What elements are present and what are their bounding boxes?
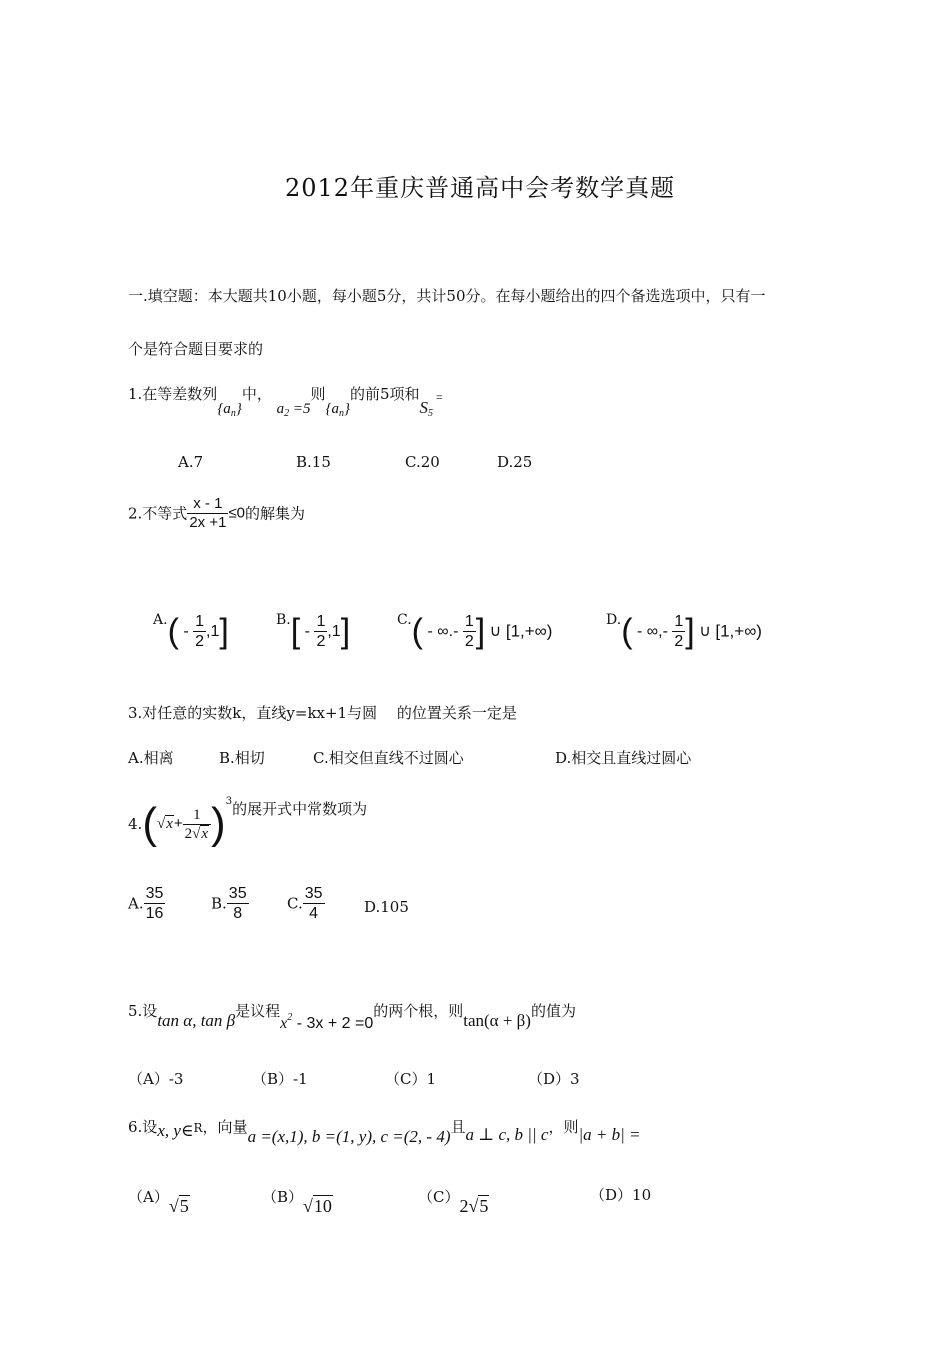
- q4-option-b-num: 35: [228, 885, 247, 902]
- q5-roots: tan α, tan β: [157, 1011, 236, 1030]
- q6-option-c-value: 2√5: [459, 1196, 489, 1216]
- q2-option-a-frac: [193, 612, 206, 651]
- q4-option-b-den: 8: [227, 903, 249, 923]
- q6-option-a-value: √5: [168, 1196, 189, 1216]
- question-2: [128, 495, 305, 532]
- q4-option-c: [287, 884, 325, 923]
- q5-option-c: （C）1: [385, 1070, 437, 1088]
- q2-option-a-close: ]: [219, 612, 229, 651]
- q1-seq-sub: n: [230, 408, 236, 419]
- q5-suffix: 的值为: [530, 1002, 576, 1020]
- q5-prefix: 5.设: [128, 1002, 158, 1020]
- section-instructions-line2: 个是符合题目要求的: [128, 340, 264, 358]
- q2-option-a-minus: -: [183, 623, 189, 641]
- q4-option-b-label: B.: [211, 894, 227, 913]
- q2-option-a-open: (: [167, 612, 179, 651]
- q2-fraction: [187, 495, 228, 532]
- q5-eq-exp: 2: [287, 1012, 293, 1023]
- q6-target: |a + b| =: [578, 1125, 641, 1144]
- q4-option-c-frac: [303, 884, 325, 923]
- q5-mid2: 的两个根，则: [373, 1002, 464, 1020]
- q1-a2-val: =5: [289, 401, 311, 417]
- q2-option-b-close: ]: [340, 612, 351, 651]
- q1-mid2: 则: [310, 385, 326, 403]
- q2-option-c-union: ∪: [489, 623, 502, 641]
- q4-option-a-num: 35: [145, 885, 164, 902]
- q2-option-d-frac-den: 2: [674, 633, 684, 651]
- q1-a2-sub: 2: [284, 408, 290, 419]
- q1-mid3: 的前5项和: [350, 385, 420, 403]
- q4-frac-den-two: 2: [184, 825, 193, 842]
- q2-option-d-frac-num: 1: [674, 613, 684, 630]
- q6-mid2: 且: [450, 1118, 466, 1136]
- q2-option-d: [606, 612, 762, 651]
- q4-frac-den-x: x: [201, 825, 209, 842]
- q6-option-d: （D）10: [590, 1186, 652, 1204]
- q4-fraction: [183, 806, 211, 843]
- q2-option-b-open: [: [290, 612, 301, 651]
- q1-s5-s: S: [419, 398, 429, 417]
- q6-option-b-label: （B）: [262, 1188, 304, 1206]
- q2-relation: ≤0: [228, 504, 246, 522]
- q6-option-c-radicand: 5: [479, 1196, 489, 1216]
- q1-prefix: 1.在等差数列: [128, 385, 218, 403]
- q4-option-a-frac: [144, 884, 166, 923]
- q6-option-b-value: √10: [303, 1196, 332, 1216]
- q5-eq-x: x: [280, 1015, 288, 1032]
- q2-option-d-inf: - ∞,-: [636, 623, 668, 641]
- q2-option-b-frac: [314, 612, 327, 651]
- q1-a2: [277, 401, 311, 417]
- section-instructions-line1: 一.填空题：本大题共10小题，每小题5分，共计50分。在每小题给出的四个备选选项中，只有一: [128, 287, 766, 305]
- q1-seq2-sub: n: [339, 408, 344, 419]
- q2-option-c-inf: - ∞.-: [427, 623, 459, 641]
- q2-option-b-frac-den: 2: [316, 633, 326, 651]
- q2-option-a-comma: ,1: [206, 623, 220, 641]
- q4-option-a-den: 16: [145, 905, 164, 923]
- q2-option-b: [276, 612, 350, 651]
- q2-denominator: 2x +1: [189, 514, 227, 531]
- q4-frac-num: 1: [193, 806, 201, 823]
- q6-condition: a ⊥ c, b || c: [465, 1125, 549, 1144]
- q4-close-paren: ): [211, 799, 226, 848]
- question-1: [128, 384, 443, 419]
- q6-option-a: [128, 1186, 190, 1216]
- q2-option-c-label: C.: [397, 612, 412, 628]
- q6-option-b: [262, 1186, 333, 1216]
- q6-prefix: 6.设: [128, 1118, 158, 1136]
- q1-s5-eq: =: [433, 390, 443, 404]
- q6-option-b-radicand: 10: [313, 1196, 332, 1216]
- q5-option-b: （B）-1: [252, 1070, 308, 1088]
- q1-mid1: 中，: [241, 385, 272, 403]
- q4-exponent: 3: [225, 796, 233, 807]
- q1-option-c: C.20: [405, 453, 440, 471]
- q2-option-d-close: ]: [685, 612, 695, 651]
- q2-numerator: x - 1: [193, 495, 223, 512]
- q5-mid1: 是议程: [235, 1002, 281, 1020]
- q4-option-c-num: 35: [304, 885, 323, 902]
- q3-option-b: B.相切: [219, 749, 265, 767]
- q4-frac-den: 2√x: [183, 824, 211, 843]
- q1-option-b: B.15: [296, 453, 331, 471]
- q2-option-d-open: (: [621, 612, 633, 651]
- q2-option-a-frac-num: 1: [195, 613, 205, 630]
- question-5: [128, 1000, 576, 1032]
- q3-option-d: D.相交且直线过圆心: [555, 749, 692, 767]
- q5-target: tan(α + β): [463, 1011, 531, 1030]
- q4-option-c-den: 4: [303, 903, 325, 923]
- page-title: 2012年重庆普通高中会考数学真题: [285, 174, 676, 202]
- q1-s5: [420, 398, 434, 417]
- q1-seq-close: }: [235, 401, 242, 417]
- q3-option-a: A.相离: [128, 749, 174, 767]
- q3-option-c: C.相交但直线不过圆心: [313, 749, 464, 767]
- q2-option-c-close: ]: [475, 612, 486, 651]
- q6-option-a-label: （A）: [128, 1188, 169, 1206]
- q4-option-c-label: C.: [287, 894, 303, 913]
- q2-suffix: 的解集为: [245, 504, 306, 523]
- q2-option-a-label: A.: [153, 612, 168, 628]
- q4-plus: +: [173, 815, 183, 832]
- q1-seq2-close: }: [344, 401, 350, 417]
- q5-eq-rest: - 3x + 2 =0: [292, 1015, 374, 1032]
- q6-option-c: [418, 1186, 489, 1216]
- q1-option-a: A.7: [178, 453, 204, 471]
- q6-mid3: ，则: [548, 1118, 579, 1136]
- q5-option-a: （A）-3: [128, 1070, 184, 1088]
- q2-option-c-open: (: [411, 612, 423, 651]
- q4-prefix: 4.: [128, 815, 143, 833]
- q4-option-a-label: A.: [128, 894, 144, 913]
- q6-option-c-coef: 2: [459, 1196, 469, 1216]
- q6-real-set: R: [193, 1121, 203, 1135]
- q4-option-d: D.105: [364, 898, 409, 916]
- q2-option-a-frac-den: 2: [195, 633, 205, 651]
- q2-option-b-comma: ,1: [327, 623, 341, 641]
- q2-option-b-minus: -: [304, 623, 310, 641]
- q2-option-c-tail: [1,+∞): [505, 621, 553, 641]
- q1-seq2-a: {a: [325, 401, 339, 417]
- q1-seq-a: {a: [217, 401, 231, 417]
- q6-mid1: ，向量: [202, 1118, 248, 1136]
- q2-option-c-frac-num: 1: [464, 613, 474, 630]
- q6-option-a-radicand: 5: [179, 1196, 189, 1216]
- question-6: [128, 1117, 641, 1146]
- q2-option-c: [397, 612, 552, 651]
- q1-seq: [217, 401, 242, 417]
- q1-a2-a: a: [276, 401, 285, 417]
- q4-sqrt: √x: [156, 816, 173, 832]
- question-4: [128, 796, 367, 846]
- q5-equation: [280, 1012, 374, 1032]
- q2-option-d-union: ∪: [699, 623, 711, 641]
- q2-option-d-frac: [672, 612, 685, 651]
- q6-vars: x, y∈: [157, 1121, 194, 1140]
- q2-option-b-label: B.: [276, 612, 291, 628]
- q1-s5-sub: 5: [428, 408, 434, 419]
- q4-option-b-frac: [227, 884, 249, 923]
- q1-option-d: D.25: [497, 453, 533, 471]
- q6-option-c-label: （C）: [418, 1188, 460, 1206]
- q6-vectors: a =(x,1), b =(1, y), c =(2, - 4): [247, 1127, 451, 1146]
- q2-option-d-tail: [1,+∞): [715, 621, 762, 641]
- q4-suffix: 的展开式中常数项为: [232, 800, 368, 818]
- q4-sqrt-x: x: [166, 816, 173, 832]
- q2-option-c-frac-den: 2: [464, 633, 474, 651]
- q2-option-a: [153, 612, 229, 651]
- q2-option-c-frac: [463, 612, 476, 651]
- q5-option-d: （D）3: [528, 1070, 580, 1088]
- q4-open-paren: (: [142, 799, 157, 848]
- q2-prefix: 2.不等式: [128, 504, 188, 523]
- q2-option-d-label: D.: [606, 612, 622, 628]
- question-3: 3.对任意的实数k，直线y=kx+1与圆 的位置关系一定是: [128, 704, 517, 722]
- q2-option-b-frac-num: 1: [316, 613, 326, 630]
- q1-seq-2: [326, 401, 351, 417]
- q4-option-a: [128, 884, 165, 923]
- q4-option-b: [211, 884, 249, 923]
